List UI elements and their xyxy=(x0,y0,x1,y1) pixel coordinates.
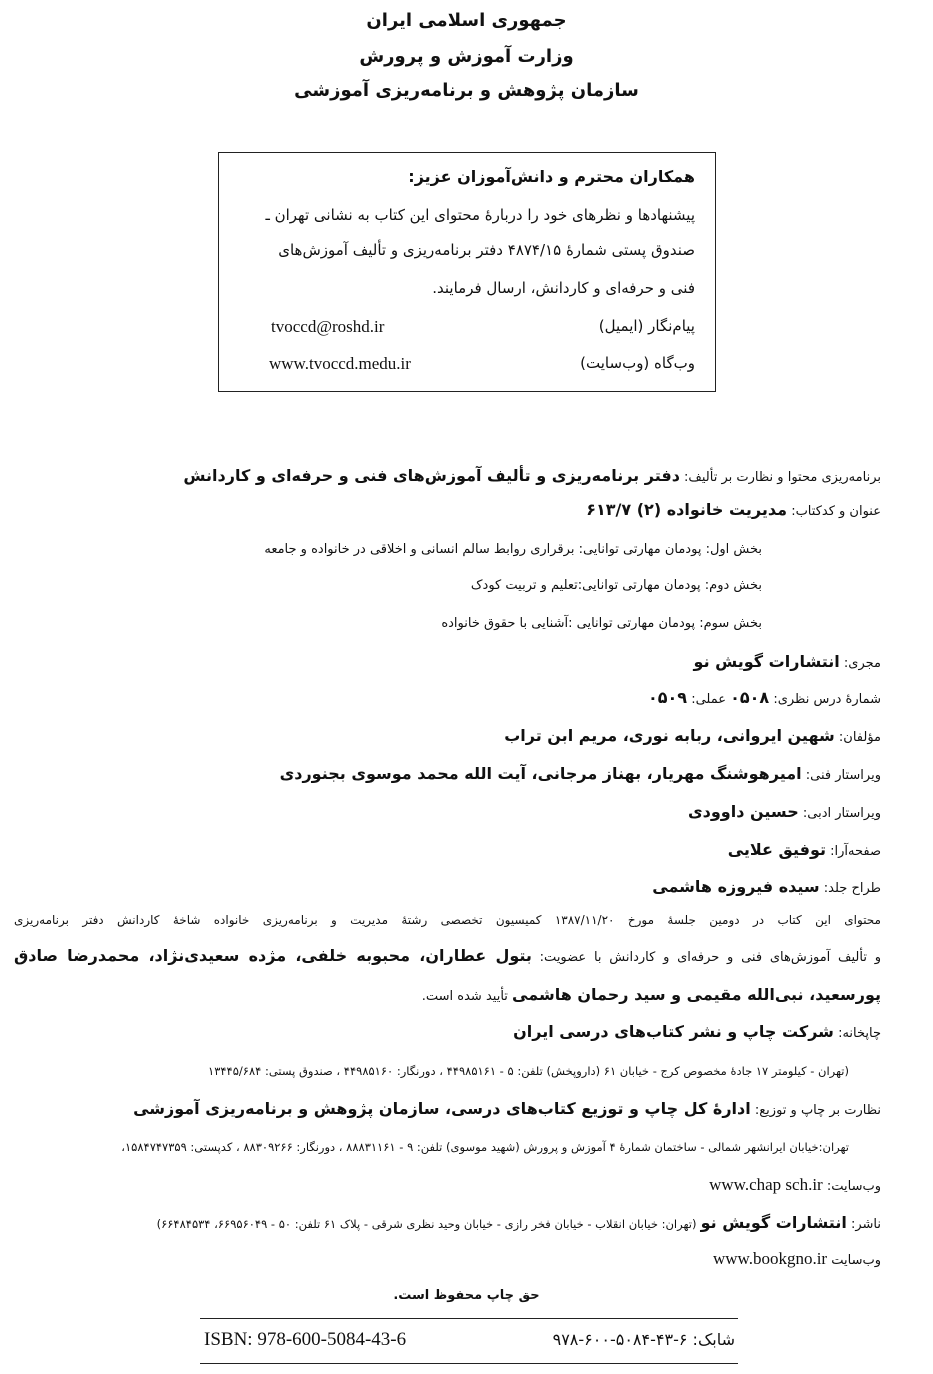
supervision-label: برنامه‌ریزی محتوا و نظارت بر تألیف: xyxy=(684,470,881,485)
authors-label: مؤلفان: xyxy=(838,730,881,745)
notice-email-row xyxy=(239,317,695,335)
notice-web-row xyxy=(239,354,695,372)
approval-suffix: تأیید شده است. xyxy=(421,989,508,1004)
distribution-label: نظارت بر چاپ و توزیع: xyxy=(754,1103,881,1118)
layout-label: صفحه‌آرا: xyxy=(830,844,881,859)
notice-title: همکاران محترم و دانش‌آموزان عزیز: xyxy=(408,167,695,186)
lit-editor-label: ویراستار ادبی: xyxy=(802,806,881,821)
layout-row xyxy=(728,840,881,859)
notice-line-3: فنی و حرفه‌ای و کاردانش، ارسال فرمایند. xyxy=(432,279,695,297)
printer-row xyxy=(513,1022,881,1041)
lit-editor-row xyxy=(688,802,881,821)
publisher-value: انتشارات گویش نو xyxy=(700,1213,847,1232)
section-3: بخش سوم: پودمان مهارتی توانایی :آشنایی با حقوق خانواده xyxy=(441,616,762,631)
publisher-web-label: وب‌سایت xyxy=(831,1253,881,1268)
section-1: بخش اول: پودمان مهارتی توانایی: برقراری روابط سالم انسانی و اخلاقی در خانواده و جامعه xyxy=(264,542,762,557)
course-label: شمارهٔ درس نظری: xyxy=(773,692,881,707)
tech-editor-value: امیرهوشنگ مهریار، بهناز مرجانی، آیت الله محمد موسوی بجنوردی xyxy=(279,764,802,783)
distribution-web-row xyxy=(709,1175,881,1195)
executor-value: انتشارات گویش نو xyxy=(693,652,840,671)
divider-top xyxy=(200,1318,738,1319)
distribution-web-label: وب‌سایت: xyxy=(826,1179,881,1194)
approval-names-1: بتول عطاران، محبوبه خلفی، مژده سعیدی‌نژاد، محمدرضا صادق xyxy=(14,946,532,965)
supervision-row xyxy=(183,466,881,485)
cover-row xyxy=(652,877,881,896)
email-link[interactable]: tvoccd@roshd.ir xyxy=(271,317,385,336)
notice-line-1: پیشنهادها و نظرهای خود را دربارهٔ محتوای این کتاب به نشانی تهران ـ xyxy=(265,206,695,224)
notice-box xyxy=(218,152,716,392)
executor-row xyxy=(694,652,881,671)
section-2: بخش دوم: پودمان مهارتی توانایی:تعلیم و تربیت کودک xyxy=(470,578,762,593)
course-row xyxy=(648,688,881,707)
title-value: مدیریت خانواده (۲) ۶۱۳/۷ xyxy=(586,500,788,519)
printer-value: شرکت چاپ و نشر کتاب‌های درسی ایران xyxy=(513,1022,834,1041)
distribution-web-link[interactable]: www.chap sch.ir xyxy=(709,1175,823,1194)
layout-value: توفیق علایی xyxy=(727,840,826,859)
printer-address: (تهران - کیلومتر ۱۷ جادهٔ مخصوص کرج - خیابان ۶۱ (داروپخش) تلفن: ۵ - ۴۴۹۸۵۱۶۱ ، دورنگار: ۴۴۹۸۵۱۶۰ ، صندوق پستی: ۱۳۴۴۵/۶۸۴ xyxy=(208,1064,849,1078)
isbn: ISBN: 978-600-5084-43-6 xyxy=(204,1329,407,1350)
cover-value: سیده فیروزه هاشمی xyxy=(652,877,820,896)
course-practical: ۰۵۰۹ xyxy=(647,688,688,707)
publisher-row xyxy=(157,1213,881,1232)
cover-label: طراح جلد: xyxy=(823,881,881,896)
approval-line-2 xyxy=(14,946,881,965)
authors-row xyxy=(504,726,881,745)
publisher-web-link[interactable]: www.bookgno.ir xyxy=(712,1249,828,1268)
web-link[interactable]: www.tvoccd.medu.ir xyxy=(269,354,411,373)
tech-editor-row xyxy=(280,764,881,783)
approval-names-2: پورسعید، نبی‌الله مقیمی و سید رحمان هاشمی xyxy=(512,985,881,1004)
copyright: حق چاپ محفوظ است. xyxy=(393,1288,540,1303)
shabak-row xyxy=(553,1330,735,1349)
email-label: پیام‌نگار (ایمیل) xyxy=(598,317,695,335)
approval-line-1: محتوای این کتاب در دومین جلسهٔ مورخ ۱۳۸۷/۱۱/۲۰ کمیسیون تخصصی رشتهٔ مدیریت و برنامه‌ریزی خانواده شاخهٔ کاردانش دفتر برنامه‌ریزی xyxy=(14,913,881,927)
web-label: وب‌گاه (وب‌سایت) xyxy=(580,354,695,372)
lit-editor-value: حسین داوودی xyxy=(687,802,799,821)
notice-line-2: صندوق پستی شمارهٔ ۴۸۷۴/۱۵ دفتر برنامه‌ریزی و تألیف آموزش‌های xyxy=(278,241,695,259)
approval-prefix: و تألیف آموزش‌های فنی و حرفه‌ای و کاردانش با عضویت: xyxy=(539,950,881,965)
shabak-value: ۶-۴۳-۵۰۸۴-۶۰۰-۹۷۸ xyxy=(552,1330,688,1349)
shabak-label: شابک: xyxy=(692,1330,735,1349)
divider-bottom xyxy=(200,1363,738,1364)
supervision-value: دفتر برنامه‌ریزی و تألیف آموزش‌های فنی و حرفه‌ای و کاردانش xyxy=(183,466,680,485)
distribution-address: تهران:خیابان ایرانشهر شمالی - ساختمان شمارهٔ ۴ آموزش و پرورش (شهید موسوی) تلفن: ۹ - ۸۸۸۳۱۱۶۱ ، دورنگار: ۸۸۳۰۹۲۶۶ ، کدپستی: ۱۵۸۴۷۴۷۳۵۹، xyxy=(121,1140,849,1154)
approval-line-3 xyxy=(14,985,881,1004)
header-line-3: سازمان پژوهش و برنامه‌ریزی آموزشی xyxy=(294,80,639,101)
header-line-1: جمهوری اسلامی ایران xyxy=(366,10,567,31)
executor-label: مجری: xyxy=(843,656,881,671)
title-row xyxy=(586,500,881,519)
course-practical-label: عملی: xyxy=(691,692,726,707)
publisher-address: (تهران: خیابان انقلاب - خیابان فخر رازی - خیابان وحید نظری شرقی - پلاک ۶۱ تلفن: ۵۰ - ۶۶۹۵۶۰۴۹، ۶۶۴۸۴۵۳۴) xyxy=(156,1217,697,1231)
distribution-row xyxy=(133,1099,881,1118)
publisher-label: ناشر: xyxy=(850,1217,881,1232)
header-line-2: وزارت آموزش و پرورش xyxy=(359,46,574,67)
course-theory: ۰۵۰۸ xyxy=(730,688,770,707)
tech-editor-label: ویراستار فنی: xyxy=(805,768,881,783)
distribution-value: ادارهٔ کل چاپ و توزیع کتاب‌های درسی، سازمان پژوهش و برنامه‌ریزی آموزشی xyxy=(133,1099,751,1118)
printer-label: چاپخانه: xyxy=(838,1026,881,1041)
title-label: عنوان و کدکتاب: xyxy=(791,504,881,519)
authors-value: شهین ایروانی، ربابه نوری، مریم ابن تراب xyxy=(504,726,835,745)
publisher-web-row xyxy=(713,1249,881,1269)
